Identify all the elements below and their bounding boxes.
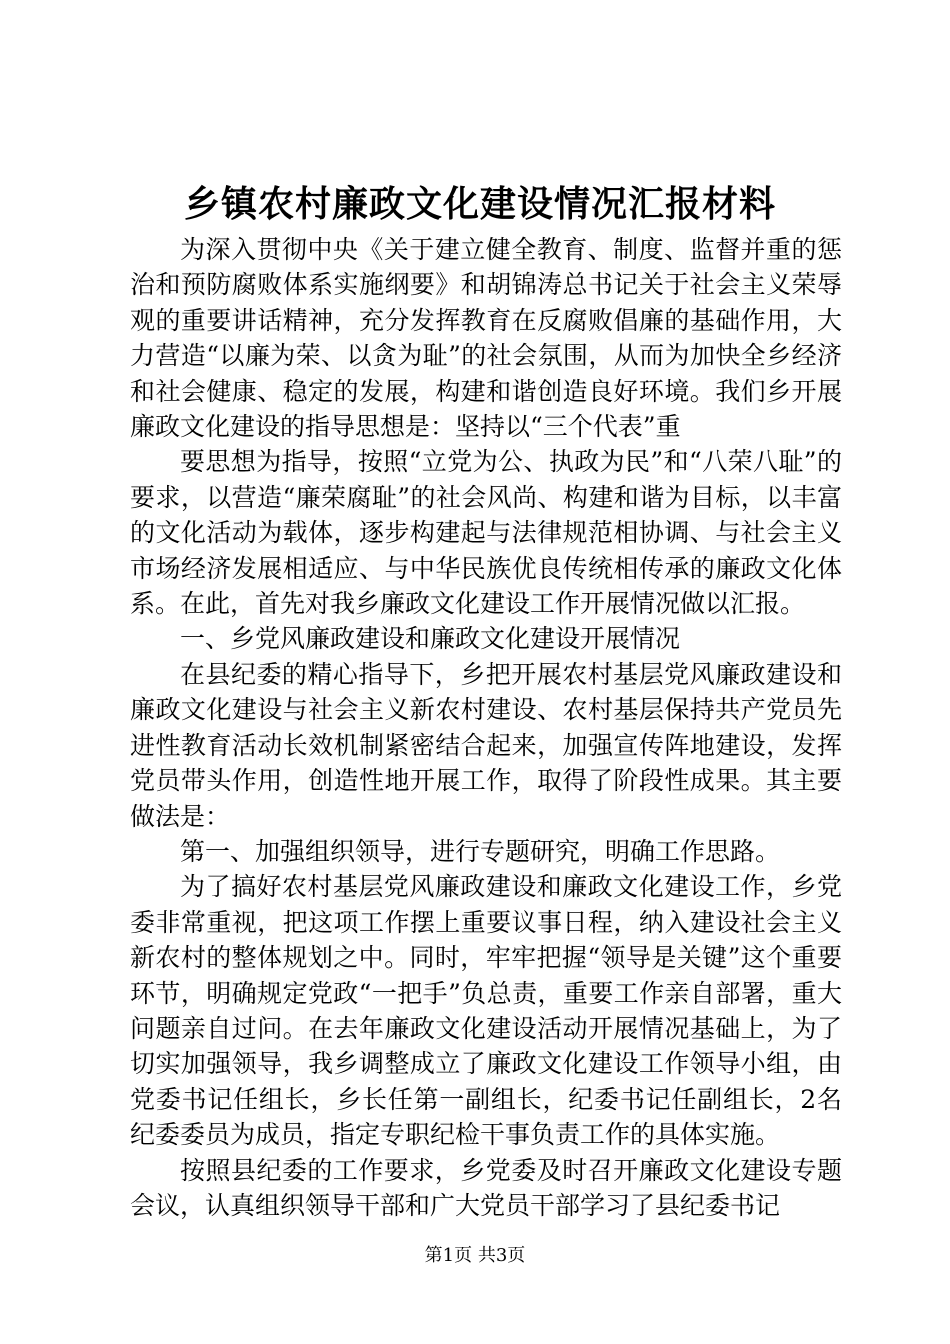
- section-heading-1: 一、乡党风廉政建设和廉政文化建设开展情况: [180, 624, 681, 654]
- paragraph-4: 为了搞好农村基层党风廉政建设和廉政文化建设工作，乡党委非常重视，把这项工作摆上重要议事日程，纳入建设社会主义新农村的整体规划之中。同时，牢牢把握“领导是关键”这个重要环节，明确规定党政“一把手”负总责，重要工作亲自部署，重大问题亲自过问。在去年廉政文化建设活动开展情况基础上，为了切实加强领导，我乡调整成立了廉政文化建设工作领导小组，由党委书记任组长，乡长任第一副组长，纪委书记任副组长，2名纪委委员为成员，指定专职纪检干事负责工作的具体实施。: [130, 872, 842, 1150]
- paragraph-5: 按照县纪委的工作要求，乡党委及时召开廉政文化建设专题会议，认真组织领导干部和广大党员干部学习了县纪委书记: [130, 1155, 842, 1220]
- document-body: [130, 232, 842, 1223]
- subsection-heading-1: 第一、加强组织领导，进行专题研究，明确工作思路。: [180, 836, 781, 866]
- paragraph-3: 在县纪委的精心指导下，乡把开展农村基层党风廉政建设和廉政文化建设与社会主义新农村建设、农村基层保持共产党员先进性教育活动长效机制紧密结合起来，加强宣传阵地建设，发挥党员带头作用，创造性地开展工作，取得了阶段性成果。其主要做法是：: [130, 659, 842, 831]
- document-title: 乡镇农村廉政文化建设情况汇报材料: [183, 183, 776, 225]
- paragraph-2: 要思想为指导，按照“立党为公、执政为民”和“八荣八耻”的要求，以营造“廉荣腐耻”的社会风尚、构建和谐为目标，以丰富的文化活动为载体，逐步构建起与法律规范相协调、与社会主义市场经济发展相适应、与中华民族优良传统相传承的廉政文化体系。在此，首先对我乡廉政文化建设工作开展情况做以汇报。: [130, 447, 842, 619]
- page-footer: 第1页 共3页: [424, 1245, 526, 1266]
- paragraph-1: 为深入贯彻中央《关于建立健全教育、制度、监督并重的惩治和预防腐败体系实施纲要》和胡锦涛总书记关于社会主义荣辱观的重要讲话精神，充分发挥教育在反腐败倡廉的基础作用，大力营造“以廉为荣、以贪为耻”的社会氛围，从而为加快全乡经济和社会健康、稳定的发展，构建和谐创造良好环境。我们乡开展廉政文化建设的指导思想是：坚持以“三个代表”重: [130, 235, 842, 442]
